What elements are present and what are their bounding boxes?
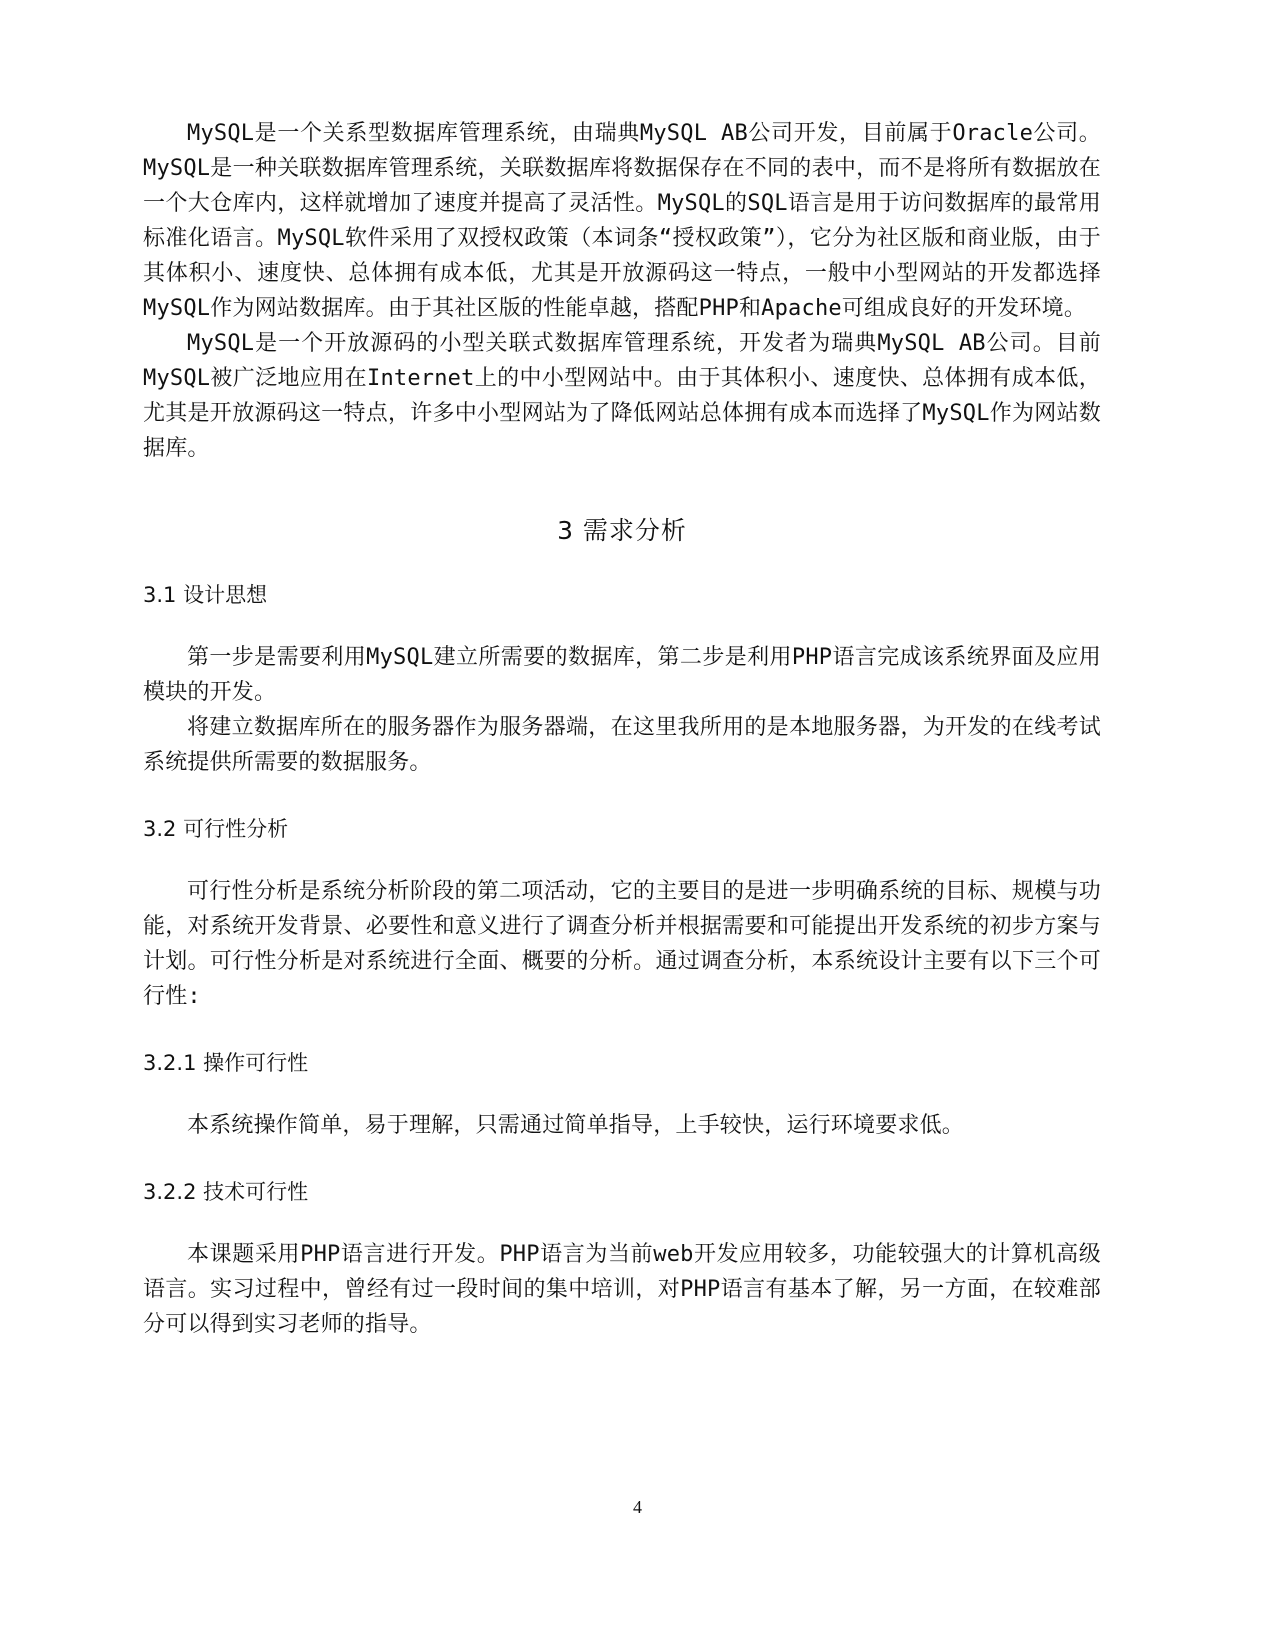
mysql-intro-paragraph: MySQL是一个关系型数据库管理系统，由瑞典MySQL AB公司开发，目前属于Oracle公司。MySQL是一种关联数据库管理系统，关联数据库将数据保存在不同的表中，而不是将所有数据放在一个大仓库内，这样就增加了速度并提高了灵活性。MySQL的SQL语言是用于访问数据库的最常用标准化语言。MySQL软件采用了双授权政策（本词条“授权政策”），它分为社区版和商业版，由于其体积小、速度快、总体拥有成本低，尤其是开放源码这一特点，一般中小型网站的开发都选择MySQL作为网站数据库。由于其社区版的性能卓越，搭配PHP和Apache可组成良好的开发环境。: [143, 121, 1101, 321]
section-heading-feasibility: 3.2 可行性分析: [143, 817, 289, 841]
subsection-heading-technical-feasibility: 3.2.2 技术可行性: [143, 1180, 309, 1204]
operational-feasibility-paragraph: 本系统操作简单，易于理解，只需通过简单指导，上手较快，运行环境要求低。: [187, 1113, 965, 1138]
technical-feasibility-paragraph: 本课题采用PHP语言进行开发。PHP语言为当前web开发应用较多，功能较强大的计算机高级语言。实习过程中，曾经有过一段时间的集中培训，对PHP语言有基本了解，另一方面，在较难部分可以得到实习老师的指导。: [143, 1242, 1101, 1337]
design-idea-paragraph-2: 将建立数据库所在的服务器作为服务器端，在这里我所用的是本地服务器，为开发的在线考试系统提供所需要的数据服务。: [143, 715, 1101, 775]
design-idea-paragraph-1: 第一步是需要利用MySQL建立所需要的数据库，第二步是利用PHP语言完成该系统界面及应用模块的开发。: [143, 645, 1101, 705]
mysql-overview-paragraph: MySQL是一个开放源码的小型关联式数据库管理系统，开发者为瑞典MySQL AB公司。目前MySQL被广泛地应用在Internet上的中小型网站中。由于其体积小、速度快、总体拥有成本低，尤其是开放源码这一特点，许多中小型网站为了降低网站总体拥有成本而选择了MySQL作为网站数据库。: [143, 331, 1101, 461]
feasibility-paragraph: 可行性分析是系统分析阶段的第二项活动，它的主要目的是进一步明确系统的目标、规模与功能，对系统开发背景、必要性和意义进行了调查分析并根据需要和可能提出开发系统的初步方案与计划。可行性分析是对系统进行全面、概要的分析。通过调查分析，本系统设计主要有以下三个可行性:: [143, 879, 1101, 1009]
subsection-heading-operational-feasibility: 3.2.1 操作可行性: [143, 1051, 309, 1075]
page-body: [143, 116, 1101, 1342]
section-heading-design-idea: 3.1 设计思想: [143, 583, 268, 607]
chapter-title: 3 需求分析: [557, 516, 687, 545]
page-number: 4: [633, 1497, 642, 1517]
